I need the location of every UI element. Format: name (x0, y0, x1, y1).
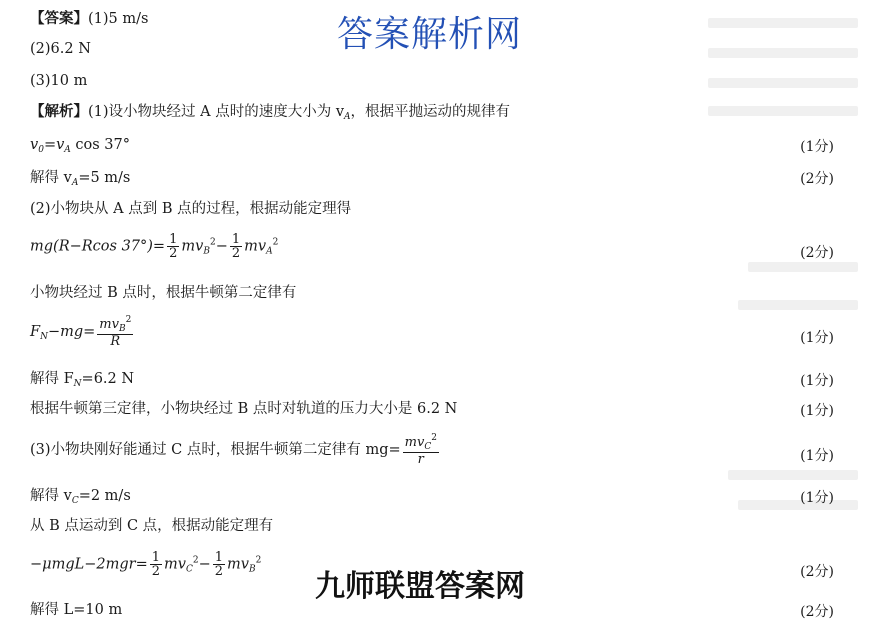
text: mv (227, 556, 249, 573)
text: mv (244, 238, 267, 255)
superscript: 2 (255, 555, 262, 566)
text: 解得 v (30, 170, 72, 186)
bleed-through-mark (708, 48, 858, 58)
analysis-line-part2: (2)小物块从 A 点到 B 点的过程，根据动能定理得 (30, 201, 352, 217)
numerator: 1 (169, 232, 178, 247)
score: (1分) (800, 373, 834, 389)
fraction (167, 233, 179, 260)
score: (1分) (800, 403, 834, 419)
text: (3)小物块刚好能通过 C 点时，根据牛顿第二定律有 mg= (30, 442, 401, 458)
score: (1分) (800, 490, 834, 506)
bleed-through-mark (708, 78, 858, 88)
score: (2分) (800, 245, 834, 261)
solve-FN (30, 372, 134, 389)
analysis-label: 【解析】 (30, 104, 88, 120)
subscript: A (71, 178, 79, 188)
subscript: N (40, 332, 48, 342)
numerator: 1 (214, 550, 224, 565)
text: 解得 v (30, 488, 72, 504)
subscript: A (344, 112, 351, 122)
superscript: 2 (125, 315, 132, 325)
text: mv (99, 317, 119, 332)
denominator: 2 (169, 246, 178, 261)
solve-L: 解得 L=10 m (30, 602, 123, 618)
bleed-through-mark (738, 500, 858, 510)
denominator: 2 (151, 564, 161, 579)
text: F (30, 324, 41, 340)
bleed-through-mark (708, 18, 858, 28)
text: v (30, 137, 39, 153)
score: (2分) (800, 564, 834, 580)
answer-line-1 (30, 12, 148, 27)
text: R (110, 334, 121, 349)
bleed-through-mark (738, 300, 858, 310)
answer-part-2: (2)6.2 N (30, 41, 91, 57)
answer-label: 【答案】 (30, 11, 88, 27)
watermark-bottom: 九师联盟答案网 (315, 569, 525, 604)
fraction (150, 551, 162, 578)
superscript: 2 (431, 433, 437, 443)
bleed-through-mark (748, 262, 858, 272)
text: mv (181, 238, 204, 255)
subscript: C (185, 564, 193, 575)
text: cos 37° (75, 137, 130, 153)
score: (1分) (800, 330, 834, 346)
subscript: B (203, 246, 210, 257)
score: (2分) (800, 604, 834, 620)
text: −μmgL−2mgr= (30, 556, 148, 573)
text: =v (43, 137, 65, 153)
subscript: B (118, 324, 126, 334)
subscript: N (73, 379, 82, 389)
denominator (403, 452, 439, 466)
text: =2 m/s (78, 488, 131, 504)
denominator: 2 (231, 246, 241, 261)
text: =5 m/s (78, 170, 131, 186)
numerator: 1 (151, 550, 161, 565)
text: (1)设小物块经过 A 点时的速度大小为 v (88, 104, 345, 120)
superscript: 2 (272, 237, 279, 248)
text: mv (164, 556, 186, 573)
fraction (213, 551, 225, 578)
numerator (97, 316, 133, 334)
text: ，根据平抛运动的规律有 (350, 104, 511, 120)
text: − (198, 556, 211, 573)
subscript: A (64, 145, 71, 155)
superscript: 2 (209, 237, 216, 248)
solve-vA (30, 171, 130, 188)
subscript: B (248, 564, 256, 575)
text: =6.2 N (81, 371, 135, 387)
watermark-top: 答案解析网 (337, 14, 523, 55)
fraction (403, 434, 439, 466)
text: −mg= (47, 324, 96, 340)
answer-part-3: (3)10 m (30, 73, 88, 89)
score: (2分) (800, 171, 834, 187)
analysis-line-1 (30, 105, 510, 122)
analysis-line-newton3: 根据牛顿第三定律，小物块经过 B 点时对轨道的压力大小是 6.2 N (30, 401, 458, 417)
subscript: A (266, 246, 273, 257)
analysis-line-B-newton: 小物块经过 B 点时，根据牛顿第二定律有 (30, 285, 297, 301)
answer-part-1: (1)5 m/s (88, 11, 149, 27)
equation-v0 (30, 138, 130, 155)
text: mg(R−Rcos 37°)= (30, 238, 166, 255)
score: (1分) (800, 139, 834, 155)
numerator (403, 434, 439, 452)
superscript: 2 (192, 555, 199, 566)
solve-vC (30, 489, 131, 506)
text: r (417, 452, 424, 467)
text: − (215, 238, 228, 255)
bleed-through-mark (728, 470, 858, 480)
subscript: C (71, 496, 79, 506)
equation-energy-BC (30, 551, 261, 578)
fraction (230, 233, 242, 260)
text: mv (404, 435, 425, 450)
score: (1分) (800, 448, 834, 464)
equation-FN (30, 316, 135, 348)
text: 解得 F (30, 371, 74, 387)
denominator: 2 (214, 564, 224, 579)
numerator: 1 (231, 232, 241, 247)
analysis-line-part3 (30, 434, 441, 466)
denominator (97, 334, 133, 348)
equation-energy-AB (30, 233, 278, 260)
bleed-through-mark (708, 106, 858, 116)
subscript: C (424, 442, 432, 452)
analysis-line-BC: 从 B 点运动到 C 点，根据动能定理有 (30, 518, 274, 534)
subscript: 0 (38, 145, 44, 155)
fraction (97, 316, 133, 348)
